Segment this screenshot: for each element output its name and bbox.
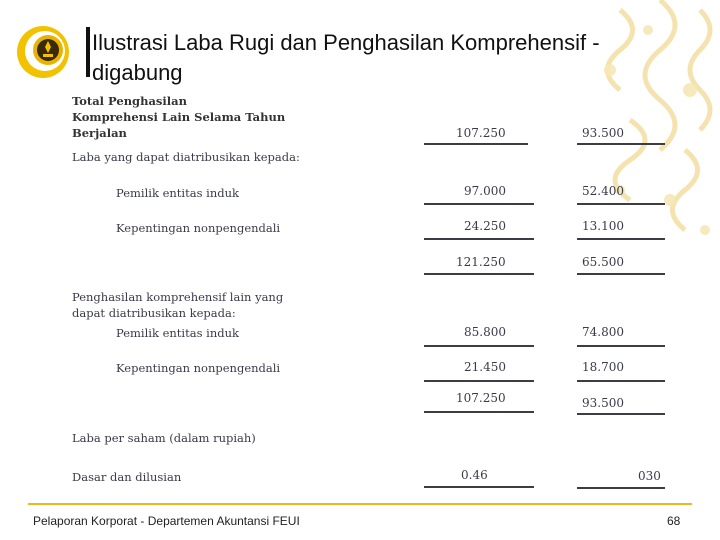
laba-row-label: Kepentingan nonpengendali	[116, 221, 281, 235]
page-number: 68	[667, 514, 681, 528]
rule-line	[424, 143, 528, 145]
laba-total-col2: 65.500	[582, 255, 624, 269]
oci-total-col2: 93.500	[582, 396, 624, 410]
oci-row-label: Kepentingan nonpengendali	[116, 361, 281, 375]
eps-value-col1: 0.46	[461, 468, 488, 482]
rule-line	[424, 411, 534, 413]
rule-line	[577, 238, 665, 240]
rule-line	[424, 238, 534, 240]
rule-line	[577, 413, 665, 415]
footer-text: Pelaporan Korporat - Departemen Akuntansi FEUI	[33, 514, 300, 528]
oci-row-value-col2: 74.800	[582, 325, 624, 339]
laba-row-value-col1: 24.250	[464, 219, 506, 233]
total-header-line-3: Berjalan	[72, 126, 127, 140]
laba-total-col1: 121.250	[456, 255, 506, 269]
total-value-col1: 107.250	[456, 126, 506, 140]
laba-row-label: Pemilik entitas induk	[116, 186, 239, 200]
rule-line	[577, 143, 665, 145]
oci-row-value-col1: 85.800	[464, 325, 506, 339]
oci-row-value-col1: 21.450	[464, 360, 506, 374]
laba-row-value-col2: 13.100	[582, 219, 624, 233]
oci-total-col1: 107.250	[456, 391, 506, 405]
rule-line	[424, 345, 534, 347]
slide-title: Ilustrasi Laba Rugi dan Penghasilan Komprehensif - digabung	[92, 30, 600, 85]
rule-line	[577, 203, 665, 205]
total-header-line-1: Total Penghasilan	[72, 94, 187, 108]
oci-row-value-col2: 18.700	[582, 360, 624, 374]
eps-heading: Laba per saham (dalam rupiah)	[72, 431, 256, 445]
rule-line	[424, 486, 534, 488]
rule-line	[577, 273, 665, 275]
rule-line	[424, 273, 534, 275]
laba-heading: Laba yang dapat diatribusikan kepada:	[72, 150, 300, 164]
rule-line	[424, 203, 534, 205]
rule-line	[577, 380, 665, 382]
laba-row-value-col1: 97.000	[464, 184, 506, 198]
eps-value-col2: 030	[638, 469, 661, 483]
footer-divider	[28, 503, 692, 505]
oci-heading-line-2: dapat diatribusikan kepada:	[72, 306, 236, 320]
total-value-col2: 93.500	[582, 126, 624, 140]
rule-line	[577, 345, 665, 347]
oci-heading-line-1: Penghasilan komprehensif lain yang	[72, 290, 284, 304]
laba-row-value-col2: 52.400	[582, 184, 624, 198]
oci-row-label: Pemilik entitas induk	[116, 326, 239, 340]
eps-row-label: Dasar dan dilusian	[72, 470, 182, 484]
rule-line	[577, 487, 665, 489]
total-header-line-2: Komprehensi Lain Selama Tahun	[72, 110, 286, 124]
rule-line	[424, 380, 534, 382]
